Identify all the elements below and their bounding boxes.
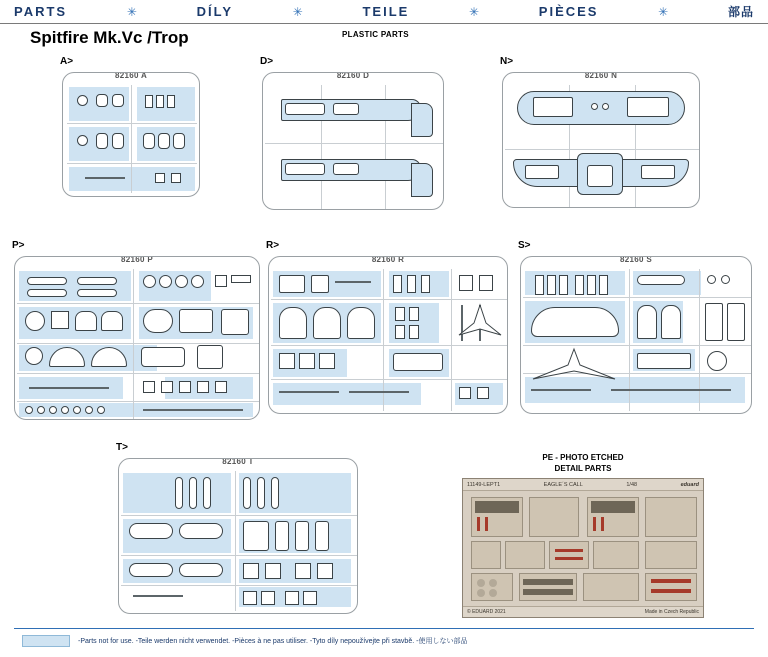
- sprue-s-code: 82160 S: [620, 256, 652, 264]
- propeller-outline-icon: [529, 347, 619, 387]
- sprue-r-tag: R>: [266, 240, 280, 251]
- sprue-d-code: 82160 D: [336, 72, 370, 80]
- sprue-d: [260, 56, 444, 210]
- sprue-t: [116, 442, 358, 614]
- sprue-p-code: 82160 P: [121, 256, 153, 264]
- star-separator-icon: ✳: [658, 4, 669, 19]
- sprue-n-code: 82160 N: [584, 72, 618, 80]
- sprue-a-tag: A>: [60, 56, 74, 67]
- language-parts: PARTS: [14, 4, 68, 19]
- pe-brand-logo: eduard: [680, 481, 699, 488]
- photo-etched-panel: [462, 452, 704, 618]
- star-separator-icon: ✳: [126, 4, 137, 19]
- sprue-n-frame: [502, 72, 700, 208]
- star-separator-icon: ✳: [292, 4, 303, 19]
- sprue-r: [266, 240, 508, 414]
- unused-parts-swatch: [22, 635, 70, 647]
- sprue-p: [12, 240, 260, 420]
- sprue-s-tag: S>: [518, 240, 531, 251]
- sprue-t-tag: T>: [116, 442, 128, 453]
- propeller-outline-icon: [455, 301, 505, 345]
- pe-copyright: © EDUARD 2021: [467, 609, 506, 615]
- sprue-a: [60, 56, 200, 197]
- language-bar: [0, 0, 768, 24]
- sprue-d-tag: D>: [260, 56, 274, 67]
- sprue-n: [500, 56, 700, 208]
- section-subtitle: PLASTIC PARTS: [342, 30, 409, 39]
- language-pieces: PIÈCES: [538, 4, 599, 19]
- sprue-a-code: 82160 A: [114, 72, 148, 80]
- pe-title-line2: DETAIL PARTS: [554, 464, 612, 473]
- page-title: Spitfire Mk.Vc /Trop: [30, 28, 189, 47]
- footer-divider: [14, 628, 754, 629]
- language-dily: DÍLY: [196, 4, 233, 19]
- sprue-t-code: 82160 T: [222, 458, 254, 466]
- star-separator-icon: ✳: [469, 4, 480, 19]
- pe-fret-footer: [463, 606, 703, 617]
- sprue-t-frame: [118, 458, 358, 614]
- sprue-r-code: 82160 R: [371, 256, 405, 264]
- sprue-a-frame: [62, 72, 200, 197]
- pe-fret-name: EAGLE´S CALL: [543, 481, 583, 488]
- sprue-p-tag: P>: [12, 240, 25, 251]
- sprue-s: [518, 240, 752, 414]
- language-japanese: 部品: [727, 5, 754, 19]
- sprue-p-frame: [14, 256, 260, 420]
- pe-fret-scale: 1/48: [626, 481, 638, 488]
- sprue-n-tag: N>: [500, 56, 514, 67]
- language-teile: TEILE: [362, 4, 410, 19]
- unused-parts-note: -Parts not for use. -Teile werden nicht verwendet. -Pièces à ne pas utiliser. -Tyto díly nepoužívejte při stavbě. -使用しない部品: [78, 638, 468, 645]
- sprue-s-frame: [520, 256, 752, 414]
- pe-fret: [462, 478, 704, 618]
- pe-fret-code: 11149-LEPT1: [467, 481, 501, 488]
- pe-origin: Made in Czech Republic: [644, 609, 699, 615]
- sprue-d-frame: [262, 72, 444, 210]
- sprue-r-frame: [268, 256, 508, 414]
- pe-fret-header: [463, 479, 703, 491]
- pe-title-line1: PE - PHOTO ETCHED: [542, 453, 624, 462]
